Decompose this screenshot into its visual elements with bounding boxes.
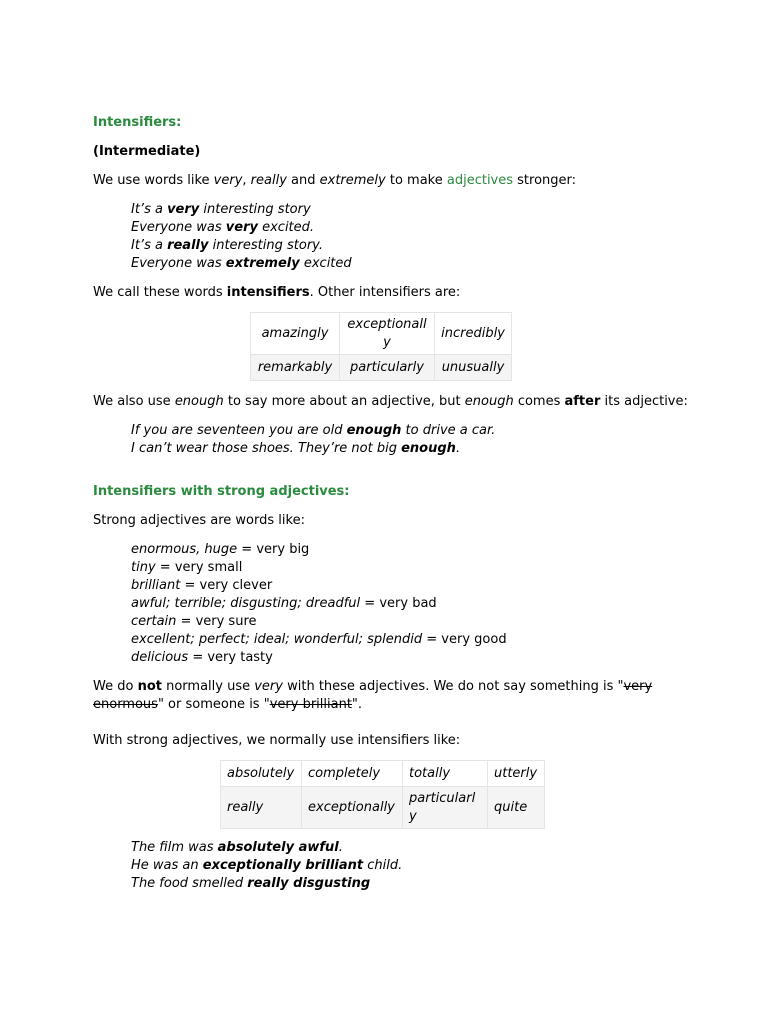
- example-line: I can’t wear those shoes. They’re not big enough.: [131, 441, 461, 456]
- example-line: It’s a very interesting story: [131, 202, 311, 217]
- example-line: Everyone was extremely excited: [131, 256, 352, 271]
- list-item: certain = very sure: [131, 614, 257, 629]
- example-line: He was an exceptionally brilliant child.: [131, 858, 403, 873]
- table-cell: really: [221, 787, 302, 829]
- example-line: If you are seventeen you are old enough to drive a car.: [131, 423, 496, 438]
- not-use-paragraph: We do not normally use very with these adjectives. We do not say something is "very enormous" or someone is "very brilliant".: [93, 679, 653, 712]
- table-cell: remarkably: [251, 355, 340, 381]
- table-row: [251, 313, 512, 355]
- section-title-strong-adjectives: Intensifiers with strong adjectives:: [93, 484, 350, 499]
- section-title-intensifiers: Intensifiers:: [93, 115, 182, 130]
- list-item: excellent; perfect; ideal; wonderful; splendid = very good: [131, 632, 507, 647]
- table-cell: exceptionally: [302, 787, 403, 829]
- strong-examples-list: [93, 839, 693, 893]
- table-row: [251, 355, 512, 381]
- adjectives-link[interactable]: adjectives: [446, 173, 514, 188]
- table-cell: incredibly: [435, 313, 512, 355]
- list-item: tiny = very small: [131, 560, 243, 575]
- table-cell: particularly: [403, 787, 488, 829]
- intro-paragraph: We use words like very, really and extremely to make adjectives stronger:: [93, 173, 577, 188]
- table-cell: amazingly: [251, 313, 340, 355]
- example-line: The food smelled really disgusting: [131, 876, 371, 891]
- document-page: [93, 114, 693, 893]
- table-cell: completely: [302, 761, 403, 787]
- level-label: (Intermediate): [93, 144, 201, 159]
- examples-list: [93, 201, 693, 273]
- intensifiers-table: [250, 312, 512, 381]
- table-row: [221, 761, 545, 787]
- table-cell: totally: [403, 761, 488, 787]
- table-cell: exceptionally: [340, 313, 435, 355]
- example-line: The film was absolutely awful.: [131, 840, 343, 855]
- enough-examples-list: [93, 422, 693, 458]
- list-item: delicious = very tasty: [131, 650, 273, 665]
- table-row: [221, 787, 545, 829]
- table-cell: quite: [488, 787, 545, 829]
- enough-paragraph: We also use enough to say more about an adjective, but enough comes after its adjective:: [93, 394, 688, 409]
- list-item: awful; terrible; disgusting; dreadful = very bad: [131, 596, 437, 611]
- table-cell: utterly: [488, 761, 545, 787]
- list-item: enormous, huge = very big: [131, 542, 310, 557]
- strong-intro: Strong adjectives are words like:: [93, 513, 305, 528]
- table-cell: particularly: [340, 355, 435, 381]
- call-paragraph: We call these words intensifiers. Other intensifiers are:: [93, 285, 461, 300]
- list-item: brilliant = very clever: [131, 578, 273, 593]
- strong-intensifiers-table: [220, 760, 545, 829]
- example-line: It’s a really interesting story.: [131, 238, 323, 253]
- table-cell: absolutely: [221, 761, 302, 787]
- with-strong-paragraph: With strong adjectives, we normally use intensifiers like:: [93, 733, 461, 748]
- example-line: Everyone was very excited.: [131, 220, 315, 235]
- table-cell: unusually: [435, 355, 512, 381]
- strong-adjectives-list: [93, 541, 693, 667]
